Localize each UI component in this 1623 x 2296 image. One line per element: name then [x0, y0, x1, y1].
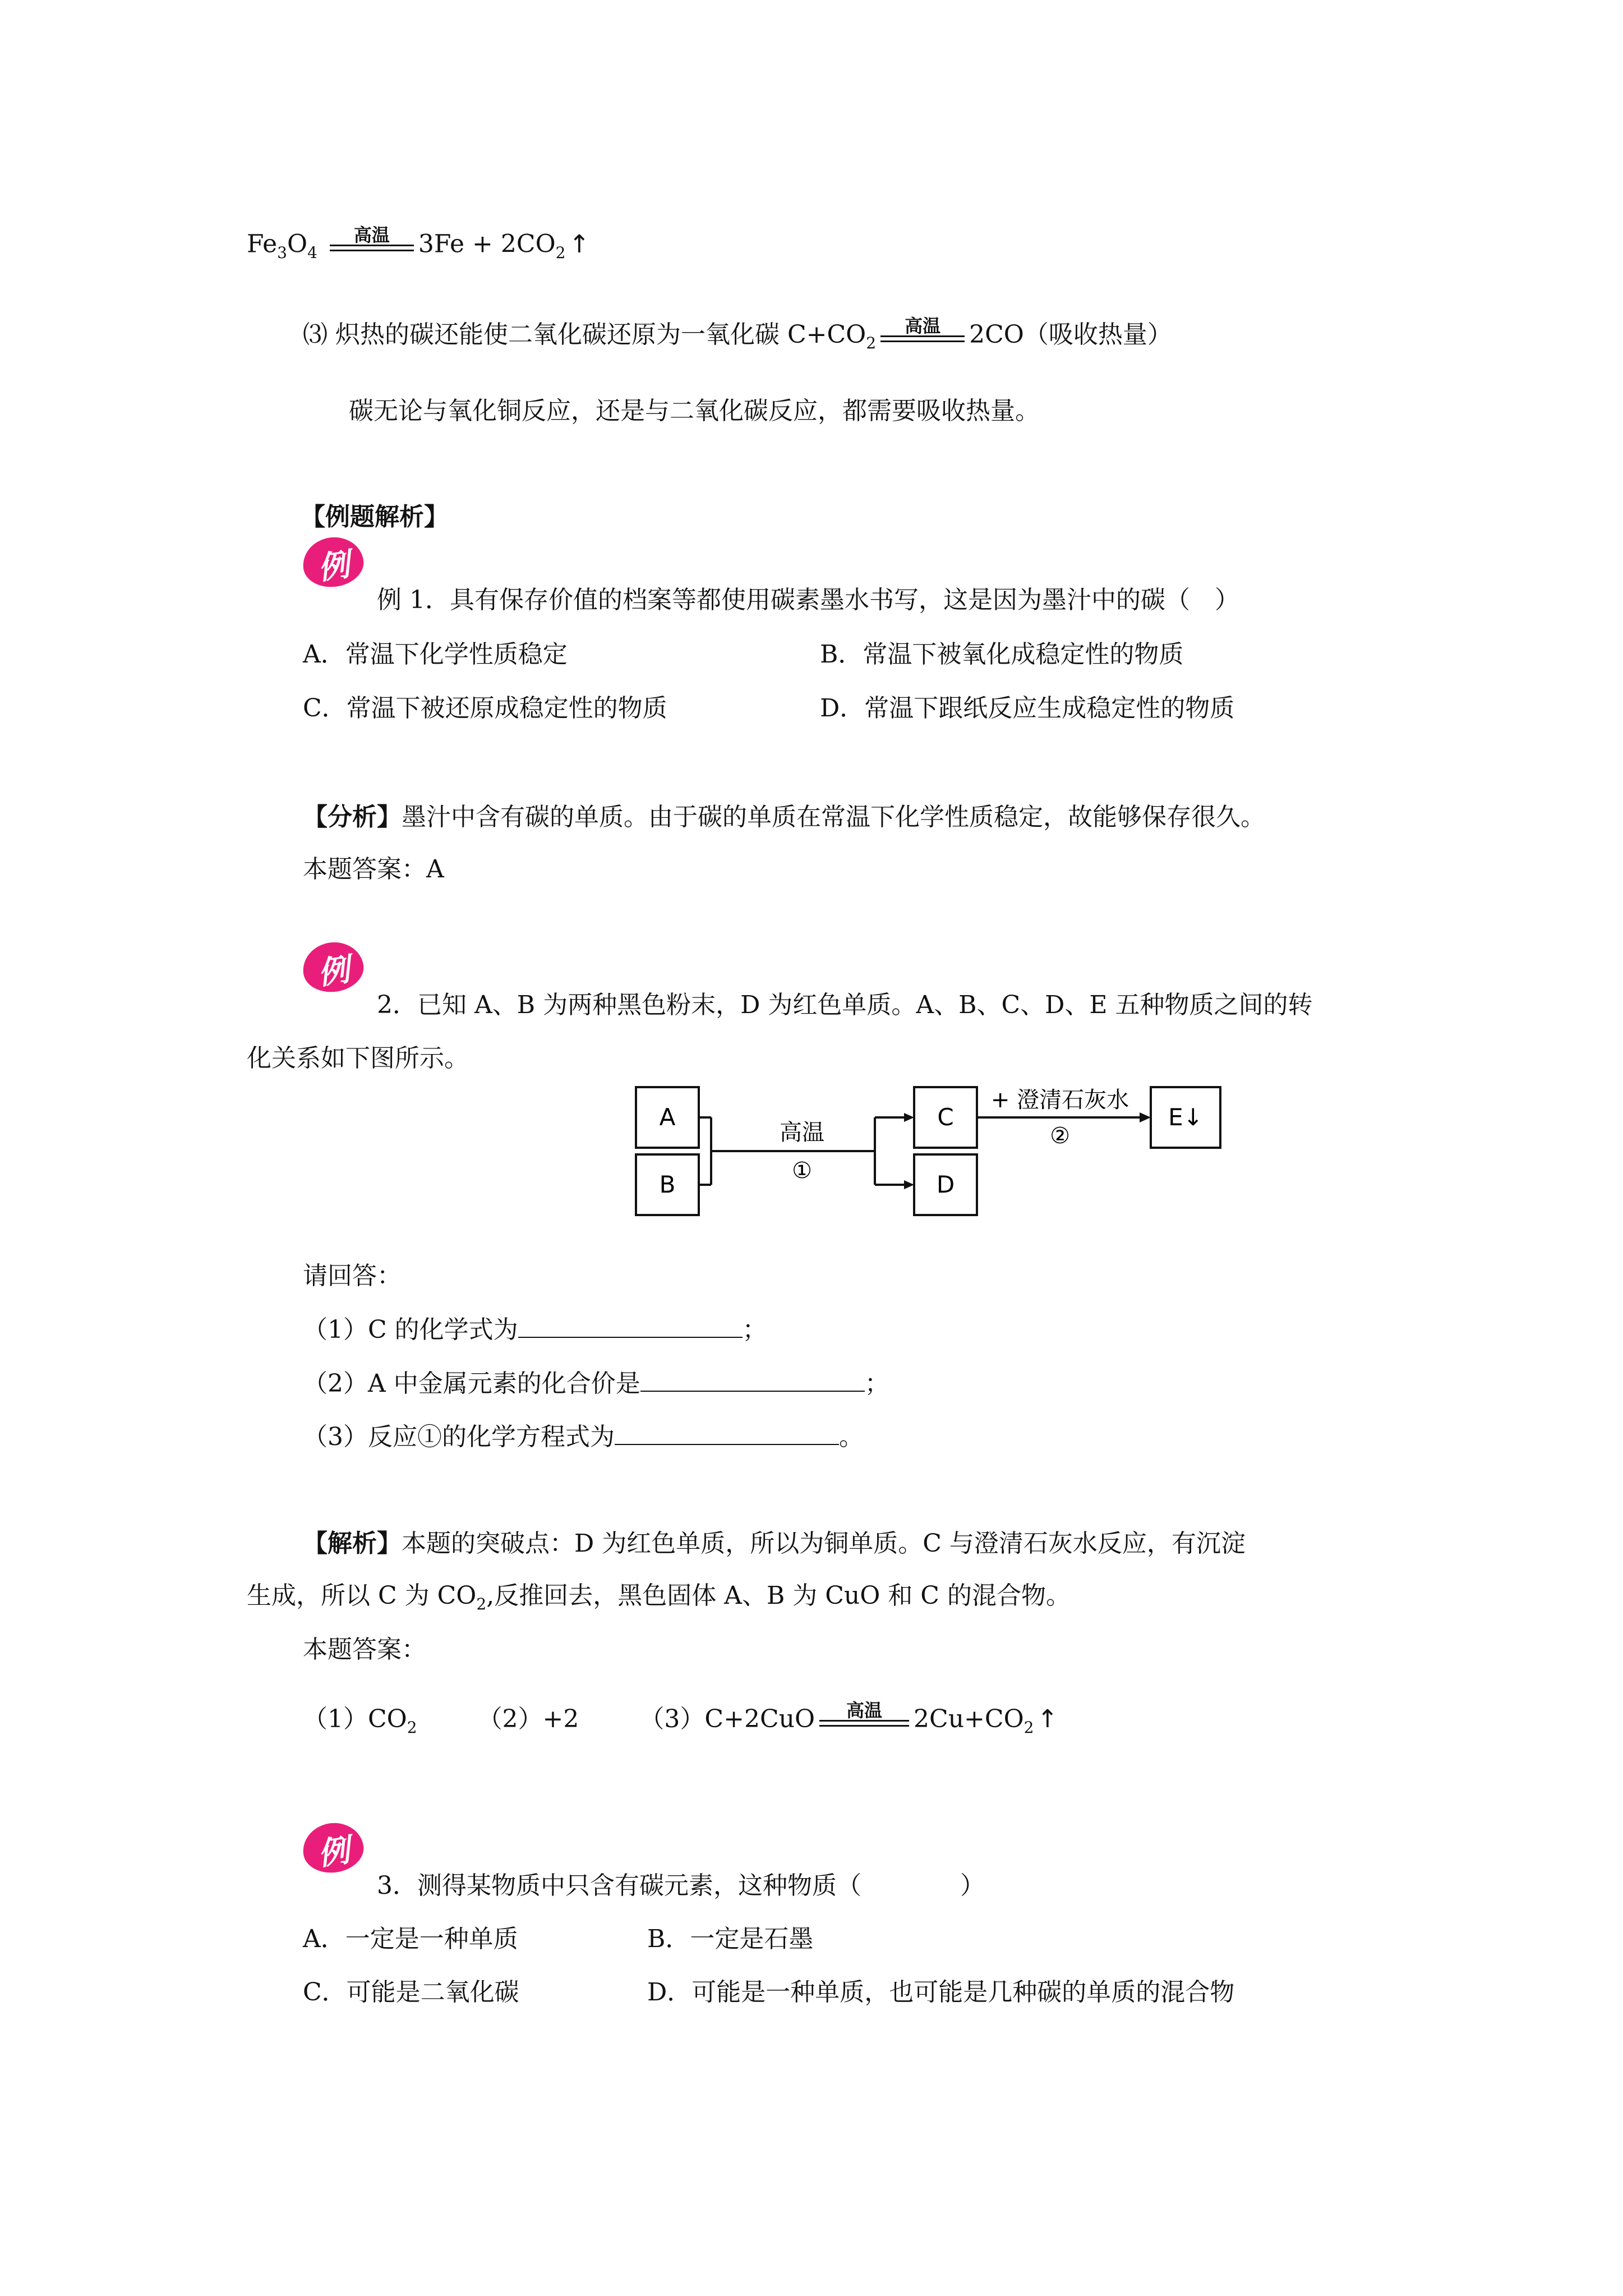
answer-blank-2[interactable] — [640, 1368, 865, 1392]
analysis-text: 本题的突破点：D 为红色单质，所以为铜单质。C 与澄清石灰水反应，有沉淀 — [402, 1529, 1246, 1558]
condition-1-label: 高温 — [780, 1120, 824, 1145]
answer-3: （3）C+2CuO — [639, 1705, 815, 1733]
arrow-head-d — [904, 1180, 914, 1189]
eq-sub: 2 — [1023, 1718, 1034, 1737]
section-title: 【例题解析】 — [301, 503, 449, 531]
box-b-label: B — [659, 1171, 676, 1198]
eq-sub: 2 — [476, 1595, 487, 1613]
ex1-question: 例 1．具有保存价值的档案等都使用碳素墨水书写，这是因为墨汁中的碳（ ） — [377, 586, 1239, 614]
equation-fe3o4 — [247, 224, 590, 263]
example-badge-icon — [299, 1819, 366, 1876]
analysis-label: 【分析】 — [303, 803, 402, 831]
point-3 — [303, 314, 1172, 353]
analysis-label: 【解析】 — [303, 1529, 402, 1558]
eq-text: Fe — [247, 229, 278, 259]
ex2-analysis-line1 — [303, 1523, 1246, 1559]
ex1-option-d: D．常温下跟纸反应生成稳定性的物质 — [820, 694, 1235, 723]
q2-text: （2）A 中金属元素的化合价是 — [303, 1369, 640, 1398]
eq-condition: 高温 — [905, 315, 941, 337]
ex2-question-line1: 2．已知 A、B 为两种黑色粉末，D 为红色单质。A、B、C、D、E 五种物质之间的转 — [377, 991, 1313, 1019]
box-d-label: D — [936, 1171, 955, 1198]
ex2-q3 — [303, 1416, 864, 1452]
q2-end: ； — [864, 1369, 889, 1398]
eq-text: 3Fe + 2CO — [418, 229, 556, 259]
condition-1-number: ① — [792, 1158, 812, 1184]
analysis-text: 墨汁中含有碳的单质。由于碳的单质在常温下化学性质稳定，故能够保存很久。 — [402, 803, 1265, 831]
ex2-question-line2: 化关系如下图所示。 — [247, 1044, 469, 1073]
answer-blank-3[interactable] — [615, 1421, 839, 1445]
high-temp-equals — [330, 224, 414, 263]
ex2-answer-label: 本题答案： — [303, 1635, 426, 1664]
q1-end: ； — [742, 1315, 767, 1344]
ex1-option-b: B．常温下被氧化成稳定性的物质 — [820, 640, 1184, 669]
q3-text: （3）反应①的化学方程式为 — [303, 1423, 615, 1451]
analysis-text: ,反推回去，黑色固体 A、B 为 CuO 和 C 的混合物。 — [486, 1581, 1071, 1610]
eq-condition: 高温 — [846, 1699, 883, 1721]
badge-char: 例 — [315, 1832, 352, 1873]
q3-end: 。 — [839, 1423, 864, 1451]
ex3-option-a: A．一定是一种单质 — [303, 1925, 518, 1953]
ex1-option-a: A．常温下化学性质稳定 — [303, 640, 568, 669]
badge-char: 例 — [315, 951, 352, 992]
example-badge-icon — [299, 938, 366, 996]
ex3-option-d: D．可能是一种单质，也可能是几种碳的单质的混合物 — [647, 1978, 1235, 2007]
ex2-q1 — [303, 1309, 767, 1345]
eq-sub: 2 — [407, 1718, 417, 1737]
gas-arrow-icon: ↑ — [1037, 1705, 1058, 1733]
answer-3-product: 2Cu+CO — [914, 1705, 1024, 1733]
high-temp-equals — [880, 315, 965, 353]
answer-2: （2）+2 — [477, 1705, 579, 1733]
ex3-option-b: B．一定是石墨 — [647, 1925, 814, 1953]
ex1-option-c: C．常温下被还原成稳定性的物质 — [303, 694, 667, 723]
arrow-head-e — [1140, 1112, 1151, 1122]
answer-1: （1）CO — [303, 1705, 407, 1733]
example-badge-icon — [299, 533, 366, 591]
condition-2-label: + 澄清石灰水 — [990, 1087, 1129, 1113]
point-text: 炽热的碳还能使二氧化碳还原为一氧化碳 C+CO — [335, 320, 866, 349]
ex2-answers — [303, 1699, 1058, 1738]
badge-char: 例 — [315, 546, 352, 587]
eq-sub: 4 — [307, 243, 317, 262]
ex3-option-c: C．可能是二氧化碳 — [303, 1978, 519, 2007]
eq-condition: 高温 — [353, 224, 390, 246]
answer-blank-1[interactable] — [518, 1314, 743, 1338]
reaction-flow-diagram — [628, 1077, 1234, 1234]
note-text: 碳无论与氧化铜反应，还是与二氧化碳反应，都需要吸收热量。 — [349, 397, 1040, 425]
ex1-analysis — [303, 797, 1265, 832]
ex3-question: 3．测得某物质中只含有碳元素，这种物质（ ） — [377, 1871, 985, 1900]
arrow-head-c — [904, 1113, 914, 1122]
high-temp-equals — [819, 1699, 909, 1738]
ex2-analysis-line2 — [247, 1575, 1071, 1611]
ex2-q2 — [303, 1363, 889, 1399]
eq-sub: 2 — [555, 243, 566, 262]
box-e-label: E↓ — [1168, 1103, 1203, 1131]
q1-text: （1）C 的化学式为 — [303, 1315, 518, 1344]
ex1-answer: 本题答案：A — [303, 855, 444, 884]
eq-sub: 2 — [866, 334, 877, 352]
ex2-prompt: 请回答： — [303, 1262, 402, 1290]
eq-text: O — [287, 229, 308, 259]
eq-sub: 3 — [277, 243, 287, 262]
point-text: 2CO（吸收热量） — [969, 320, 1172, 349]
condition-2-number: ② — [1050, 1123, 1070, 1149]
analysis-text: 生成，所以 C 为 CO — [247, 1581, 477, 1610]
point-number: ⑶ — [303, 320, 328, 349]
box-a-label: A — [659, 1103, 676, 1131]
gas-arrow-icon: ↑ — [569, 229, 590, 259]
box-c-label: C — [937, 1103, 954, 1131]
